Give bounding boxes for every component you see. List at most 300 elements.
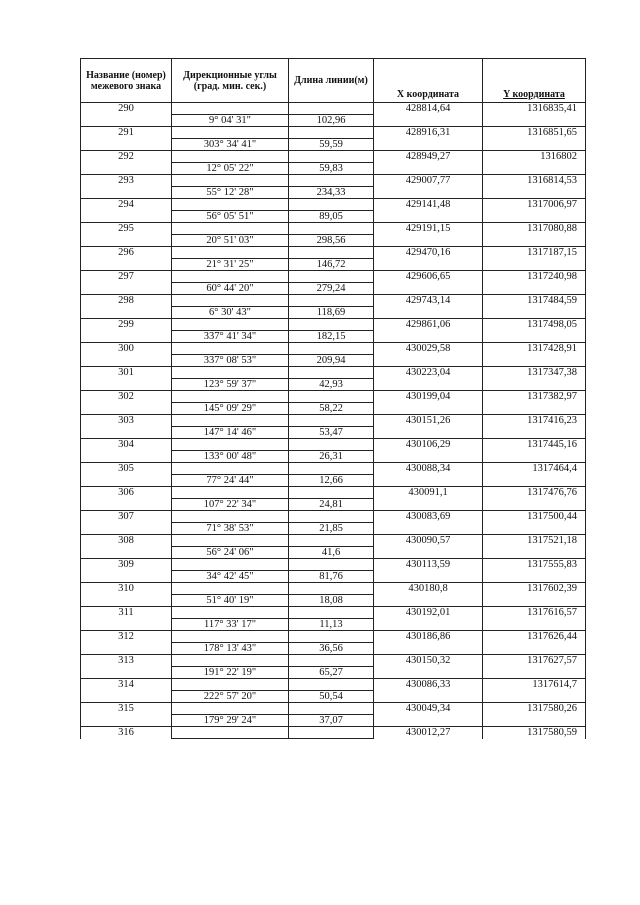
line-length-cell: [289, 343, 374, 355]
line-length-cell: [289, 151, 374, 163]
segment-row: [81, 235, 586, 247]
y-coordinate-cell: [483, 523, 586, 535]
segment-row: [81, 259, 586, 271]
y-coordinate-cell: [483, 619, 586, 631]
line-length-cell: 298,56: [289, 235, 374, 247]
marker-row: [81, 679, 586, 691]
directional-angle-cell: 222° 57' 20": [172, 691, 289, 703]
line-length-cell: 41,6: [289, 547, 374, 559]
line-length-cell: [289, 679, 374, 691]
y-coordinate-cell: [483, 403, 586, 415]
marker-row: [81, 439, 586, 451]
line-length-cell: [289, 559, 374, 571]
marker-name-cell: 295: [81, 223, 172, 235]
directional-angle-cell: [172, 151, 289, 163]
y-coordinate-cell: [483, 307, 586, 319]
marker-name-cell: [81, 379, 172, 391]
marker-name-cell: 304: [81, 439, 172, 451]
line-length-cell: 59,83: [289, 163, 374, 175]
marker-row: [81, 583, 586, 595]
line-length-cell: [289, 727, 374, 739]
marker-name-cell: 307: [81, 511, 172, 523]
segment-row: [81, 355, 586, 367]
marker-name-cell: [81, 187, 172, 199]
directional-angle-cell: [172, 607, 289, 619]
marker-name-cell: 314: [81, 679, 172, 691]
line-length-cell: 89,05: [289, 211, 374, 223]
marker-name-cell: [81, 211, 172, 223]
line-length-cell: [289, 439, 374, 451]
directional-angle-cell: [172, 343, 289, 355]
y-coordinate-cell: 1317555,83: [483, 559, 586, 571]
y-coordinate-cell: 1317626,44: [483, 631, 586, 643]
marker-name-cell: 292: [81, 151, 172, 163]
y-coordinate-cell: [483, 667, 586, 679]
line-length-cell: [289, 175, 374, 187]
directional-angle-cell: [172, 199, 289, 211]
x-coordinate-cell: [374, 163, 483, 175]
line-length-cell: 50,54: [289, 691, 374, 703]
marker-name-cell: [81, 163, 172, 175]
header-y-coordinate-text: Y координата: [503, 89, 565, 100]
marker-name-cell: 308: [81, 535, 172, 547]
x-coordinate-cell: 429743,14: [374, 295, 483, 307]
x-coordinate-cell: [374, 379, 483, 391]
x-coordinate-cell: 428949,27: [374, 151, 483, 163]
marker-row: [81, 319, 586, 331]
x-coordinate-cell: 428814,64: [374, 103, 483, 115]
directional-angle-cell: [172, 559, 289, 571]
line-length-cell: [289, 583, 374, 595]
marker-name-cell: 316: [81, 727, 172, 739]
marker-row: [81, 703, 586, 715]
marker-row: [81, 487, 586, 499]
y-coordinate-cell: 1316802: [483, 151, 586, 163]
y-coordinate-cell: 1317602,39: [483, 583, 586, 595]
marker-row: [81, 247, 586, 259]
directional-angle-cell: 303° 34' 41": [172, 139, 289, 151]
line-length-cell: [289, 535, 374, 547]
marker-name-cell: [81, 355, 172, 367]
marker-name-cell: 293: [81, 175, 172, 187]
marker-name-cell: 297: [81, 271, 172, 283]
marker-name-cell: [81, 451, 172, 463]
line-length-cell: 118,69: [289, 307, 374, 319]
x-coordinate-cell: 430029,58: [374, 343, 483, 355]
marker-row: [81, 271, 586, 283]
marker-row: [81, 511, 586, 523]
line-length-cell: 37,07: [289, 715, 374, 727]
segment-row: [81, 595, 586, 607]
directional-angle-cell: 145° 09' 29": [172, 403, 289, 415]
line-length-cell: [289, 703, 374, 715]
directional-angle-cell: [172, 391, 289, 403]
x-coordinate-cell: 430186,86: [374, 631, 483, 643]
y-coordinate-cell: [483, 451, 586, 463]
x-coordinate-cell: 429141,48: [374, 199, 483, 211]
line-length-cell: 209,94: [289, 355, 374, 367]
segment-row: [81, 187, 586, 199]
y-coordinate-cell: [483, 163, 586, 175]
y-coordinate-cell: 1317080,88: [483, 223, 586, 235]
segment-row: [81, 499, 586, 511]
marker-row: [81, 463, 586, 475]
directional-angle-cell: 147° 14' 46": [172, 427, 289, 439]
header-line-length: Длина линии(м): [289, 59, 374, 103]
y-coordinate-cell: [483, 211, 586, 223]
y-coordinate-cell: [483, 235, 586, 247]
x-coordinate-cell: [374, 307, 483, 319]
x-coordinate-cell: [374, 475, 483, 487]
segment-row: [81, 691, 586, 703]
marker-name-cell: 309: [81, 559, 172, 571]
x-coordinate-cell: 428916,31: [374, 127, 483, 139]
y-coordinate-cell: [483, 115, 586, 127]
line-length-cell: [289, 487, 374, 499]
marker-name-cell: 306: [81, 487, 172, 499]
marker-name-cell: [81, 235, 172, 247]
x-coordinate-cell: 430192,01: [374, 607, 483, 619]
segment-row: [81, 619, 586, 631]
directional-angle-cell: [172, 463, 289, 475]
y-coordinate-cell: 1317521,18: [483, 535, 586, 547]
marker-name-cell: [81, 715, 172, 727]
x-coordinate-cell: [374, 523, 483, 535]
x-coordinate-cell: [374, 283, 483, 295]
line-length-cell: [289, 631, 374, 643]
marker-name-cell: [81, 115, 172, 127]
marker-row: [81, 199, 586, 211]
y-coordinate-cell: [483, 259, 586, 271]
y-coordinate-cell: [483, 331, 586, 343]
line-length-cell: 59,59: [289, 139, 374, 151]
x-coordinate-cell: [374, 451, 483, 463]
directional-angle-cell: [172, 103, 289, 115]
x-coordinate-cell: 430090,57: [374, 535, 483, 547]
line-length-cell: 21,85: [289, 523, 374, 535]
header-x-coordinate: X координата: [374, 59, 483, 103]
directional-angle-cell: [172, 175, 289, 187]
segment-row: [81, 115, 586, 127]
y-coordinate-cell: 1316814,53: [483, 175, 586, 187]
x-coordinate-cell: [374, 187, 483, 199]
directional-angle-cell: 133° 00' 48": [172, 451, 289, 463]
marker-row: [81, 631, 586, 643]
marker-name-cell: 312: [81, 631, 172, 643]
y-coordinate-cell: [483, 379, 586, 391]
y-coordinate-cell: 1317416,23: [483, 415, 586, 427]
directional-angle-cell: 56° 24' 06": [172, 547, 289, 559]
line-length-cell: [289, 319, 374, 331]
line-length-cell: 24,81: [289, 499, 374, 511]
directional-angle-cell: [172, 319, 289, 331]
line-length-cell: [289, 127, 374, 139]
directional-angle-cell: [172, 583, 289, 595]
marker-name-cell: 291: [81, 127, 172, 139]
segment-row: [81, 331, 586, 343]
directional-angle-cell: 56° 05' 51": [172, 211, 289, 223]
marker-row: [81, 175, 586, 187]
marker-name-cell: [81, 499, 172, 511]
header-directional-angles: Дирекционные углы (град. мин. сек.): [172, 59, 289, 103]
line-length-cell: 12,66: [289, 475, 374, 487]
marker-name-cell: [81, 307, 172, 319]
line-length-cell: [289, 655, 374, 667]
segment-row: [81, 643, 586, 655]
y-coordinate-cell: [483, 139, 586, 151]
y-coordinate-cell: [483, 643, 586, 655]
marker-row: [81, 655, 586, 667]
x-coordinate-cell: [374, 691, 483, 703]
directional-angle-cell: 337° 08' 53": [172, 355, 289, 367]
x-coordinate-cell: 430151,26: [374, 415, 483, 427]
directional-angle-cell: 34° 42' 45": [172, 571, 289, 583]
line-length-cell: [289, 247, 374, 259]
marker-row: [81, 727, 586, 739]
line-length-cell: 182,15: [289, 331, 374, 343]
directional-angle-cell: 179° 29' 24": [172, 715, 289, 727]
marker-row: [81, 559, 586, 571]
y-coordinate-cell: 1317187,15: [483, 247, 586, 259]
directional-angle-cell: [172, 511, 289, 523]
line-length-cell: [289, 415, 374, 427]
marker-row: [81, 127, 586, 139]
x-coordinate-cell: 429470,16: [374, 247, 483, 259]
line-length-cell: [289, 199, 374, 211]
line-length-cell: 26,31: [289, 451, 374, 463]
x-coordinate-cell: 430150,32: [374, 655, 483, 667]
directional-angle-cell: [172, 439, 289, 451]
directional-angle-cell: [172, 415, 289, 427]
x-coordinate-cell: [374, 619, 483, 631]
line-length-cell: [289, 391, 374, 403]
y-coordinate-cell: 1317347,38: [483, 367, 586, 379]
directional-angle-cell: [172, 727, 289, 739]
marker-name-cell: [81, 475, 172, 487]
x-coordinate-cell: 430049,34: [374, 703, 483, 715]
line-length-cell: 81,76: [289, 571, 374, 583]
header-marker-name: Название (номер) межевого знака: [81, 59, 172, 103]
y-coordinate-cell: 1317445,16: [483, 439, 586, 451]
x-coordinate-cell: 430012,27: [374, 727, 483, 739]
line-length-cell: [289, 295, 374, 307]
line-length-cell: 102,96: [289, 115, 374, 127]
y-coordinate-cell: 1317240,98: [483, 271, 586, 283]
directional-angle-cell: 191° 22' 19": [172, 667, 289, 679]
y-coordinate-cell: 1317580,59: [483, 727, 586, 739]
x-coordinate-cell: [374, 499, 483, 511]
y-coordinate-cell: 1317627,57: [483, 655, 586, 667]
directional-angle-cell: [172, 127, 289, 139]
table-header-row: [81, 59, 586, 103]
segment-row: [81, 163, 586, 175]
y-coordinate-cell: 1317616,57: [483, 607, 586, 619]
marker-name-cell: 296: [81, 247, 172, 259]
directional-angle-cell: [172, 295, 289, 307]
x-coordinate-cell: 430088,34: [374, 463, 483, 475]
segment-row: [81, 475, 586, 487]
line-length-cell: 53,47: [289, 427, 374, 439]
directional-angle-cell: 337° 41' 34": [172, 331, 289, 343]
marker-name-cell: 315: [81, 703, 172, 715]
x-coordinate-cell: [374, 715, 483, 727]
y-coordinate-cell: [483, 283, 586, 295]
y-coordinate-cell: [483, 571, 586, 583]
x-coordinate-cell: 430199,04: [374, 391, 483, 403]
marker-row: [81, 535, 586, 547]
x-coordinate-cell: 429191,15: [374, 223, 483, 235]
segment-row: [81, 715, 586, 727]
y-coordinate-cell: 1317382,97: [483, 391, 586, 403]
line-length-cell: 58,22: [289, 403, 374, 415]
directional-angle-cell: [172, 487, 289, 499]
y-coordinate-cell: 1316835,41: [483, 103, 586, 115]
directional-angle-cell: 21° 31' 25": [172, 259, 289, 271]
marker-row: [81, 103, 586, 115]
header-y-coordinate: [483, 59, 586, 103]
marker-row: [81, 391, 586, 403]
marker-name-cell: [81, 571, 172, 583]
x-coordinate-cell: [374, 355, 483, 367]
segment-row: [81, 451, 586, 463]
x-coordinate-cell: 429606,65: [374, 271, 483, 283]
line-length-cell: [289, 223, 374, 235]
x-coordinate-cell: [374, 427, 483, 439]
marker-name-cell: [81, 331, 172, 343]
marker-row: [81, 607, 586, 619]
segment-row: [81, 283, 586, 295]
marker-name-cell: [81, 427, 172, 439]
x-coordinate-cell: [374, 115, 483, 127]
x-coordinate-cell: 430083,69: [374, 511, 483, 523]
y-coordinate-cell: 1316851,65: [483, 127, 586, 139]
y-coordinate-cell: [483, 427, 586, 439]
marker-row: [81, 223, 586, 235]
marker-name-cell: 294: [81, 199, 172, 211]
y-coordinate-cell: 1317580,26: [483, 703, 586, 715]
segment-row: [81, 307, 586, 319]
marker-row: [81, 295, 586, 307]
marker-name-cell: [81, 691, 172, 703]
y-coordinate-cell: [483, 691, 586, 703]
y-coordinate-cell: 1317006,97: [483, 199, 586, 211]
marker-row: [81, 367, 586, 379]
segment-row: [81, 403, 586, 415]
segment-row: [81, 427, 586, 439]
x-coordinate-cell: 430086,33: [374, 679, 483, 691]
directional-angle-cell: [172, 535, 289, 547]
marker-name-cell: 305: [81, 463, 172, 475]
directional-angle-cell: 20° 51' 03": [172, 235, 289, 247]
x-coordinate-cell: 430113,59: [374, 559, 483, 571]
x-coordinate-cell: [374, 235, 483, 247]
directional-angle-cell: [172, 223, 289, 235]
x-coordinate-cell: [374, 547, 483, 559]
x-coordinate-cell: [374, 139, 483, 151]
marker-name-cell: 313: [81, 655, 172, 667]
segment-row: [81, 379, 586, 391]
line-length-cell: 42,93: [289, 379, 374, 391]
y-coordinate-cell: 1317464,4: [483, 463, 586, 475]
directional-angle-cell: 178° 13' 43": [172, 643, 289, 655]
marker-name-cell: 300: [81, 343, 172, 355]
directional-angle-cell: [172, 247, 289, 259]
x-coordinate-cell: [374, 667, 483, 679]
line-length-cell: [289, 367, 374, 379]
y-coordinate-cell: [483, 187, 586, 199]
y-coordinate-cell: 1317476,76: [483, 487, 586, 499]
marker-name-cell: [81, 667, 172, 679]
line-length-cell: [289, 463, 374, 475]
directional-angle-cell: [172, 631, 289, 643]
directional-angle-cell: [172, 655, 289, 667]
marker-name-cell: 303: [81, 415, 172, 427]
y-coordinate-cell: [483, 499, 586, 511]
line-length-cell: 18,08: [289, 595, 374, 607]
line-length-cell: 279,24: [289, 283, 374, 295]
line-length-cell: 234,33: [289, 187, 374, 199]
directional-angle-cell: 123° 59' 37": [172, 379, 289, 391]
x-coordinate-cell: [374, 331, 483, 343]
line-length-cell: 11,13: [289, 619, 374, 631]
coordinates-table: [80, 58, 586, 739]
segment-row: [81, 547, 586, 559]
boundary-coordinates-document: [80, 58, 585, 739]
line-length-cell: [289, 271, 374, 283]
marker-name-cell: 290: [81, 103, 172, 115]
directional-angle-cell: [172, 367, 289, 379]
marker-name-cell: 301: [81, 367, 172, 379]
directional-angle-cell: 77° 24' 44": [172, 475, 289, 487]
marker-row: [81, 343, 586, 355]
x-coordinate-cell: [374, 643, 483, 655]
marker-name-cell: 311: [81, 607, 172, 619]
x-coordinate-cell: [374, 571, 483, 583]
y-coordinate-cell: 1317498,05: [483, 319, 586, 331]
y-coordinate-cell: 1317500,44: [483, 511, 586, 523]
marker-name-cell: [81, 523, 172, 535]
y-coordinate-cell: [483, 595, 586, 607]
directional-angle-cell: 9° 04' 31": [172, 115, 289, 127]
directional-angle-cell: 71° 38' 53": [172, 523, 289, 535]
x-coordinate-cell: [374, 259, 483, 271]
directional-angle-cell: 6° 30' 43": [172, 307, 289, 319]
marker-name-cell: 299: [81, 319, 172, 331]
segment-row: [81, 571, 586, 583]
y-coordinate-cell: 1317484,59: [483, 295, 586, 307]
directional-angle-cell: 55° 12' 28": [172, 187, 289, 199]
line-length-cell: [289, 103, 374, 115]
marker-row: [81, 415, 586, 427]
segment-row: [81, 211, 586, 223]
marker-name-cell: [81, 139, 172, 151]
marker-name-cell: 298: [81, 295, 172, 307]
directional-angle-cell: [172, 271, 289, 283]
x-coordinate-cell: 430180,8: [374, 583, 483, 595]
line-length-cell: [289, 511, 374, 523]
marker-name-cell: [81, 619, 172, 631]
y-coordinate-cell: [483, 475, 586, 487]
x-coordinate-cell: 429007,77: [374, 175, 483, 187]
y-coordinate-cell: [483, 715, 586, 727]
marker-name-cell: 310: [81, 583, 172, 595]
line-length-cell: 36,56: [289, 643, 374, 655]
directional-angle-cell: 117° 33' 17": [172, 619, 289, 631]
directional-angle-cell: 12° 05' 22": [172, 163, 289, 175]
directional-angle-cell: 107° 22' 34": [172, 499, 289, 511]
y-coordinate-cell: [483, 547, 586, 559]
marker-name-cell: [81, 595, 172, 607]
